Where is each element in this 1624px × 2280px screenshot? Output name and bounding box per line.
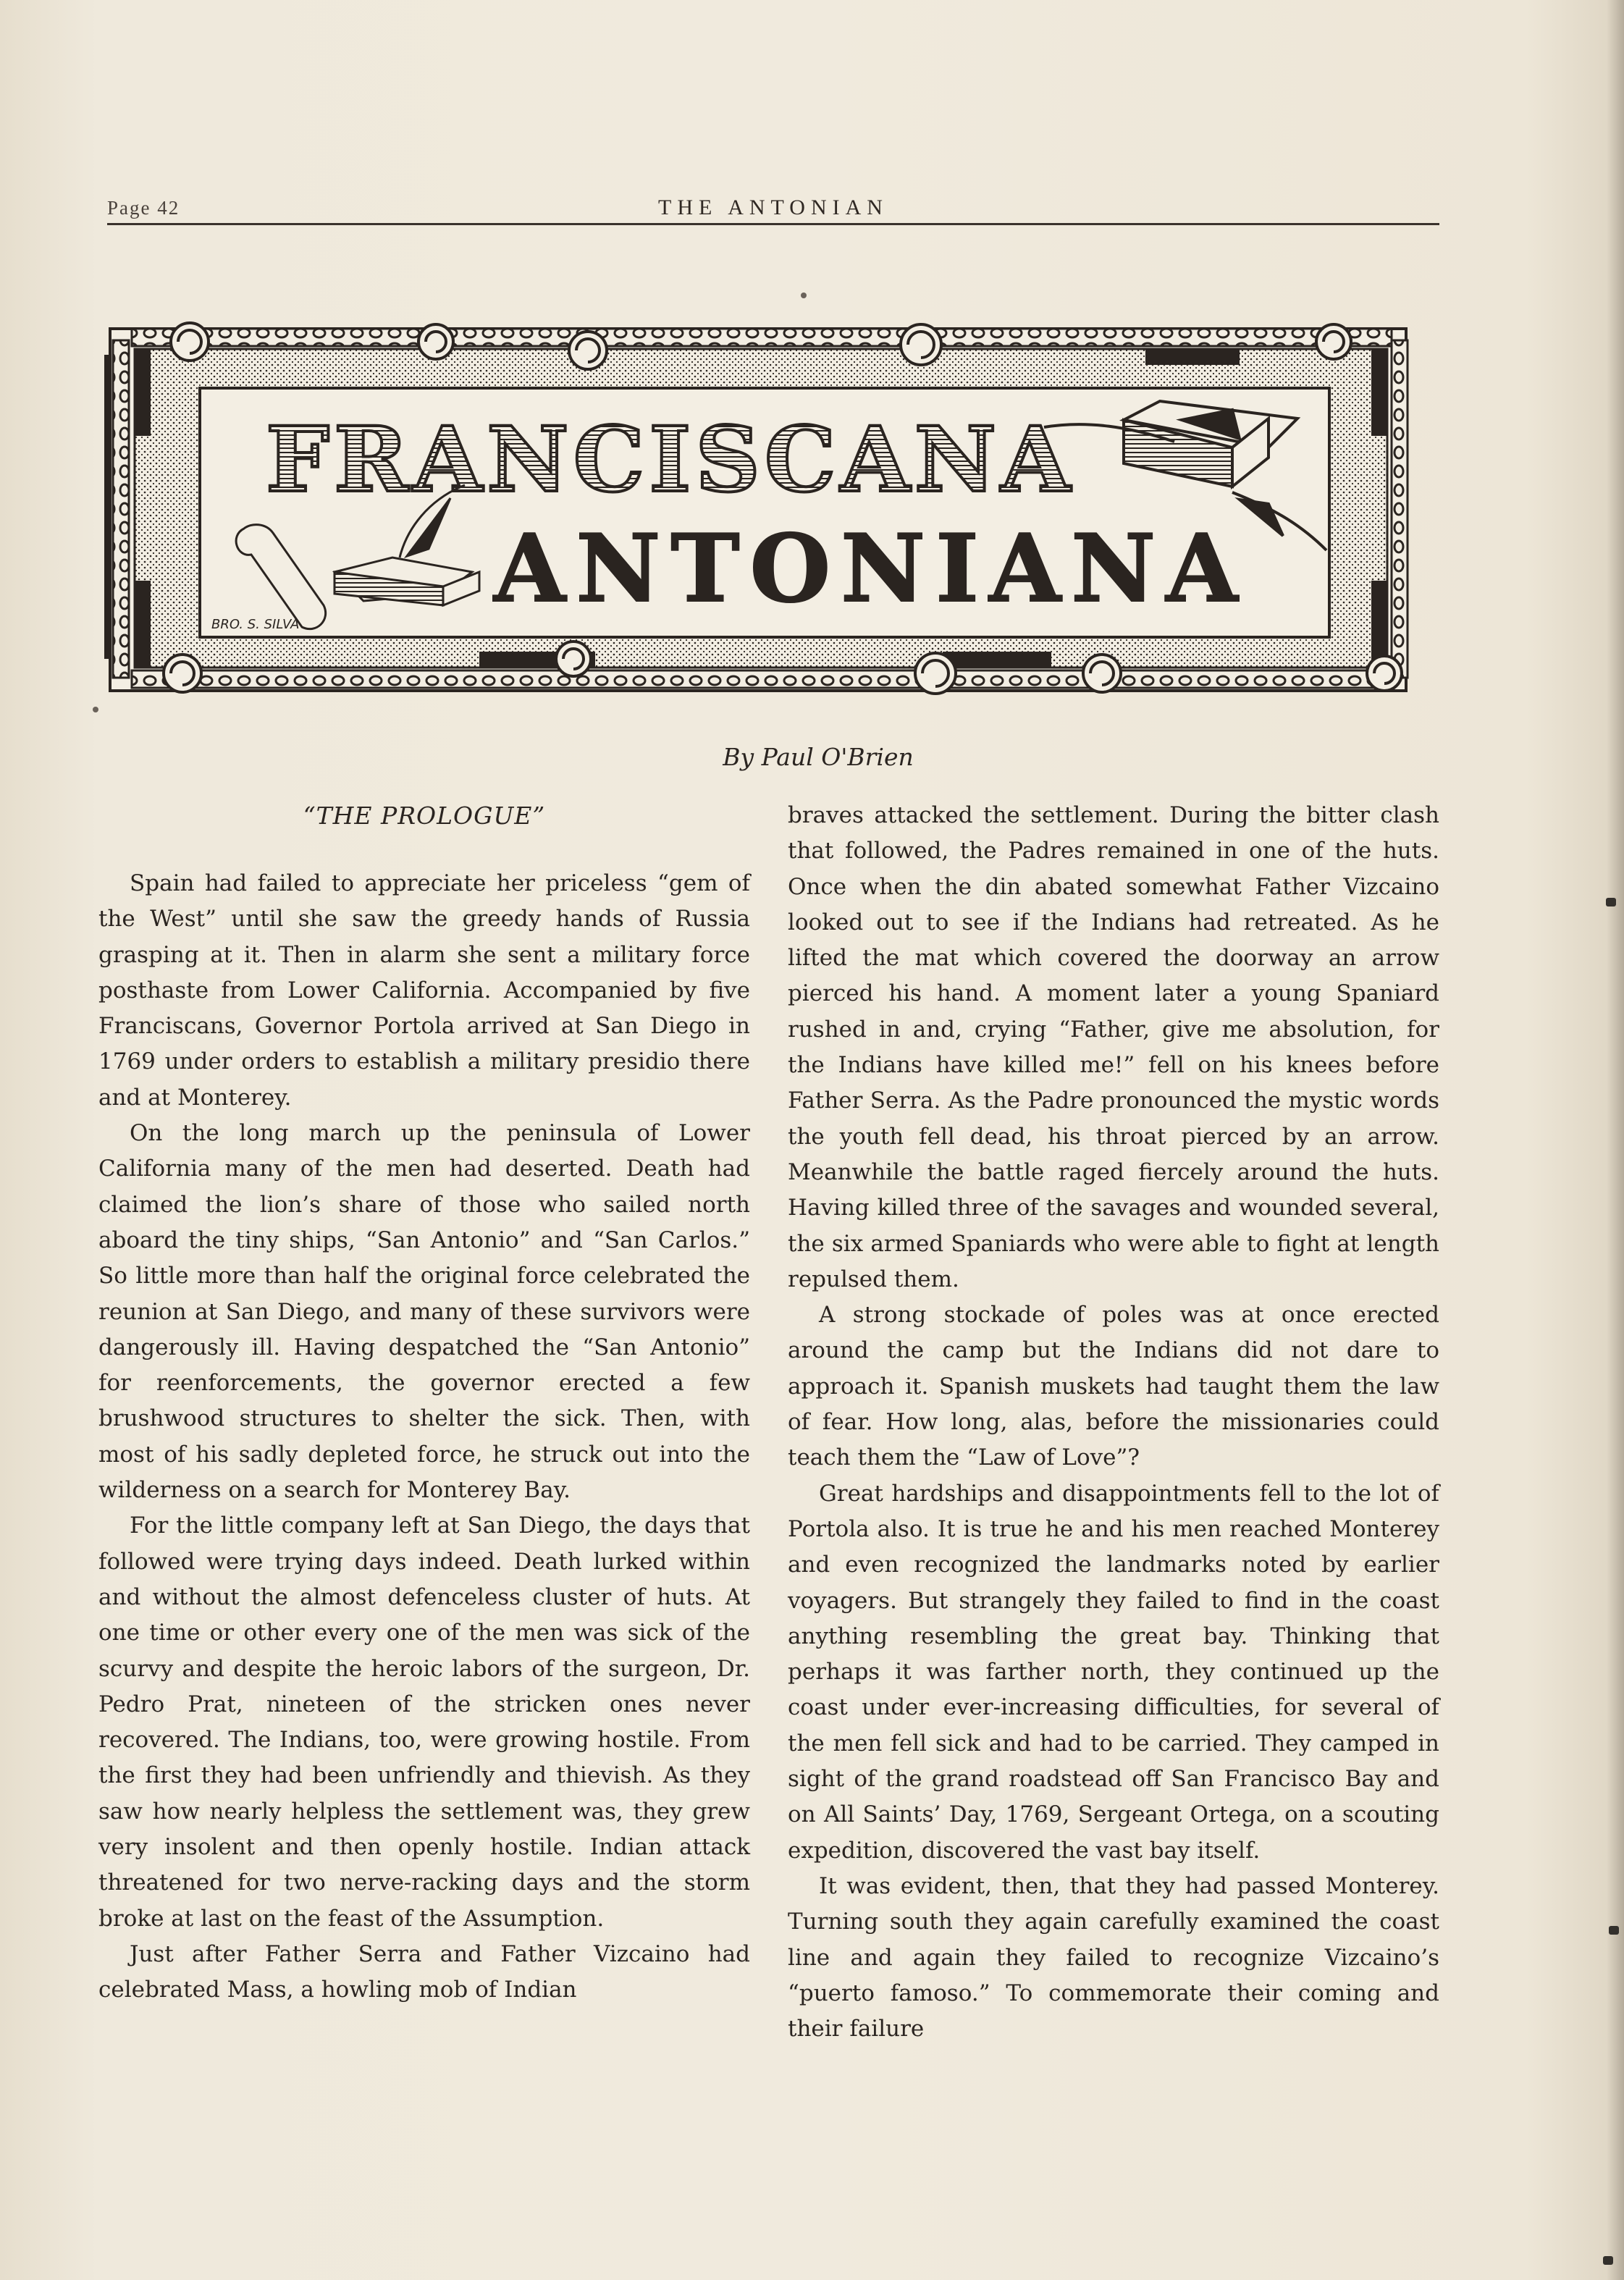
left-column: [98, 798, 750, 2008]
bottom-chain-border: [132, 670, 1392, 688]
scan-artifact: [1609, 1926, 1619, 1935]
ink-speck: [93, 707, 98, 712]
scan-artifact: [1603, 2256, 1613, 2265]
page-edge-shadow: [1607, 0, 1624, 2280]
paragraph: braves attacked the settlement. During the bitter clash that followed, the Padres remained in one of the huts. Once when the din abated somewhat Father Vizcaino looked out to see if the Indians had retreated. As he lifted the mat which covered the doorway an arrow pierced his hand. A moment later a young Spaniard rushed in and, crying “Father, give me absolution, for the Indians have killed me!” fell on his knees before Father Serra. As the Padre pronounced the mystic words the youth fell dead, his throat pierced by an arrow. Meanwhile the battle raged fiercely around the huts. Having killed three of the savages and wounded several, the six armed Spaniards who were able to fight at length repulsed them.: [788, 802, 1439, 1292]
paragraph: Just after Father Serra and Father Vizcaino had celebrated Mass, a howling mob of Indian: [98, 1940, 750, 2003]
scan-artifact: [1606, 898, 1616, 906]
paragraph: For the little company left at San Diego, the days that followed were trying days indeed. Death lurked within and without the almost defenceless cluster of huts. At one time or other every one of the men was sick of the scurvy and despite the heroic labors of the surgeon, Dr. Pedro Prat, nineteen of the stricken ones never recovered. The Indians, too, were growing hostile. From the first they had been unfriendly and thievish. As they saw how nearly helpless the settlement was, they grew very insolent and then openly hostile. Indian attack threatened for two nerve-racking days and the storm broke at last on the feast of the Assumption.: [98, 1513, 750, 1932]
paragraph: A strong stockade of poles was at once erected around the camp but the Indians did not dare to approach it. Spanish muskets had taught them the law of fear. How long, alas, before the missionaries could teach them the “Law of Love”?: [788, 1302, 1439, 1471]
right-chain-border: [1392, 340, 1408, 678]
paragraph: It was evident, then, that they had passed Monterey. Turning south they again carefully examined the coast line and again they failed to recognize Vizcaino’s “puerto famoso.” To commemorate their coming and their failure: [788, 1872, 1439, 2043]
top-chain-border: [132, 329, 1392, 346]
byline: By Paul O'Brien: [723, 743, 914, 771]
banner-title-line-1: FRANCISCANA: [266, 408, 1075, 513]
ink-speck: [801, 293, 807, 298]
artist-signature: BRO. S. SILVA: [211, 617, 300, 632]
banner-art: [103, 311, 1413, 702]
right-column: [788, 798, 1439, 2047]
paragraph: Great hardships and disappointments fell to the lot of Portola also. It is true he and his men reached Monterey and even recognized the landmarks noted by earlier voyagers. But strangely they failed to find in the coast anything resembling the great bay. Thinking that perhaps it was farther north, they continued up the coast under ever-increasing difficulties, for several of the men fell sick and had to be carried. They camped in sight of the grand roadstead off San Francisco Bay and on All Saints’ Day, 1769, Sergeant Ortega, on a scouting expedition, discovered the vast bay itself.: [788, 1480, 1439, 1864]
banner-title-line-2: ANTONIANA: [494, 515, 1248, 623]
section-title: “THE PROLOGUE”: [303, 802, 546, 830]
left-chain-border: [113, 340, 129, 678]
paragraph: Spain had failed to appreciate her priceless “gem of the West” until she saw the greedy hands of Russia grasping at it. Then in alarm she sent a military force posthaste from Lower California. Accompanied by five Franciscans, Governor Portola arrived at San Diego in 1769 under orders to establish a military presidio there and at Monterey.: [98, 870, 750, 1111]
paragraph: On the long march up the peninsula of Lower California many of the men had deserted. Death had claimed the lion’s share of those who sailed north aboard the tiny ships, “San Antonio” and “San Carlos.” So little more than half the original force celebrated the reunion at San Diego, and many of these survivors were dangerously ill. Having despatched the “San Antonio” for reenforcements, the governor erected a few brushwood structures to shelter the sick. Then, with most of his sadly depleted force, he struck out into the wilderness on a search for Monterey Bay.: [98, 1120, 750, 1504]
running-head: [107, 194, 1439, 225]
journal-title: THE ANTONIAN: [658, 195, 888, 219]
title-banner: [103, 311, 1413, 702]
page-number: Page 42: [107, 197, 180, 219]
